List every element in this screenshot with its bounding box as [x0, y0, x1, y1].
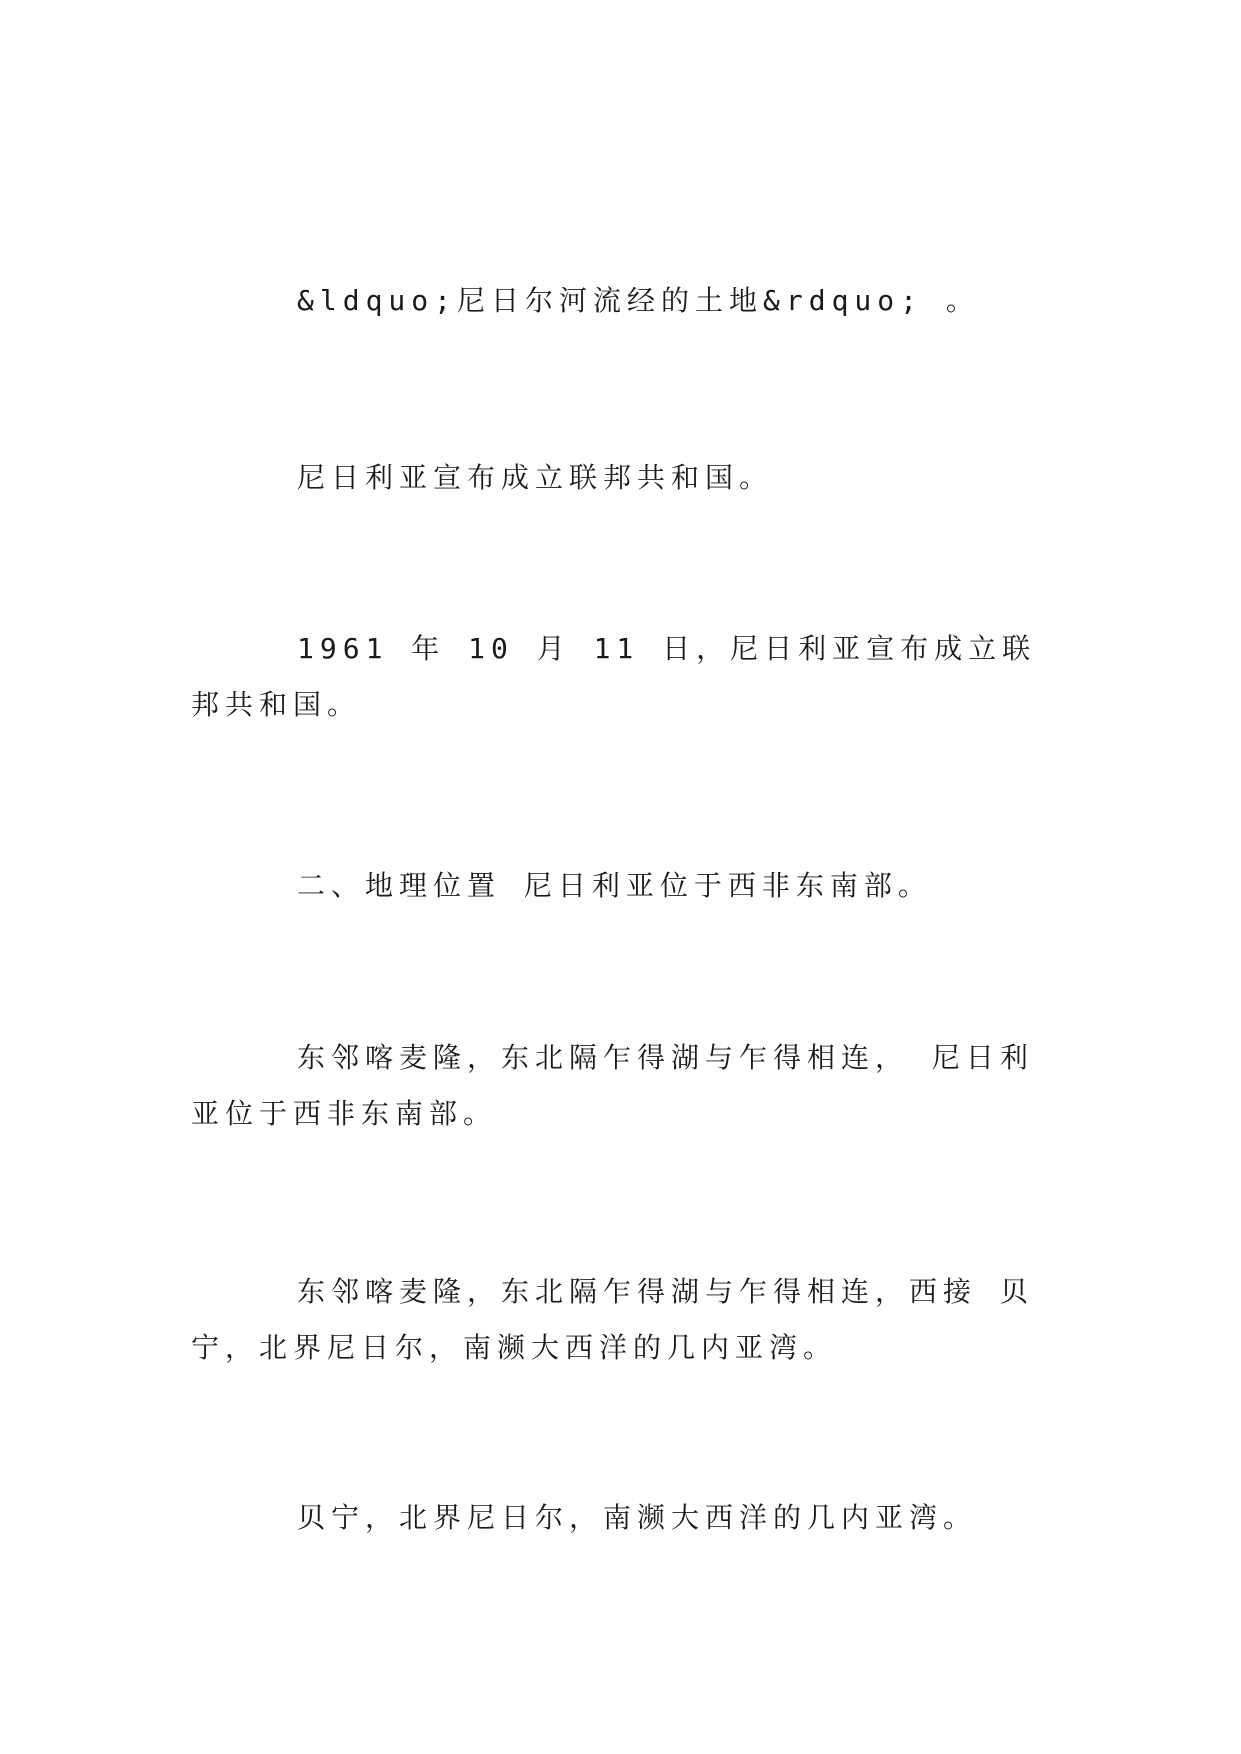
paragraph: 二、地理位置 尼日利亚位于西非东南部。	[297, 869, 932, 902]
paragraph: 尼日利亚宣布成立联邦共和国。	[297, 461, 774, 494]
paragraph: 东邻喀麦隆，东北隔乍得湖与乍得相连， 尼日利亚位于西非东南部。	[191, 1041, 1034, 1130]
paragraph: 东邻喀麦隆，东北隔乍得湖与乍得相连，西接 贝宁，北界尼日尔，南濒大西洋的几内亚湾。	[191, 1275, 1034, 1364]
paragraph: &ldquo;尼日尔河流经的土地&rdquo; 。	[297, 284, 980, 317]
paragraph: 贝宁，北界尼日尔，南濒大西洋的几内亚湾。	[297, 1501, 978, 1534]
paragraph: 1961 年 10 月 11 日，尼日利亚宣布成立联邦共和国。	[191, 632, 1037, 721]
